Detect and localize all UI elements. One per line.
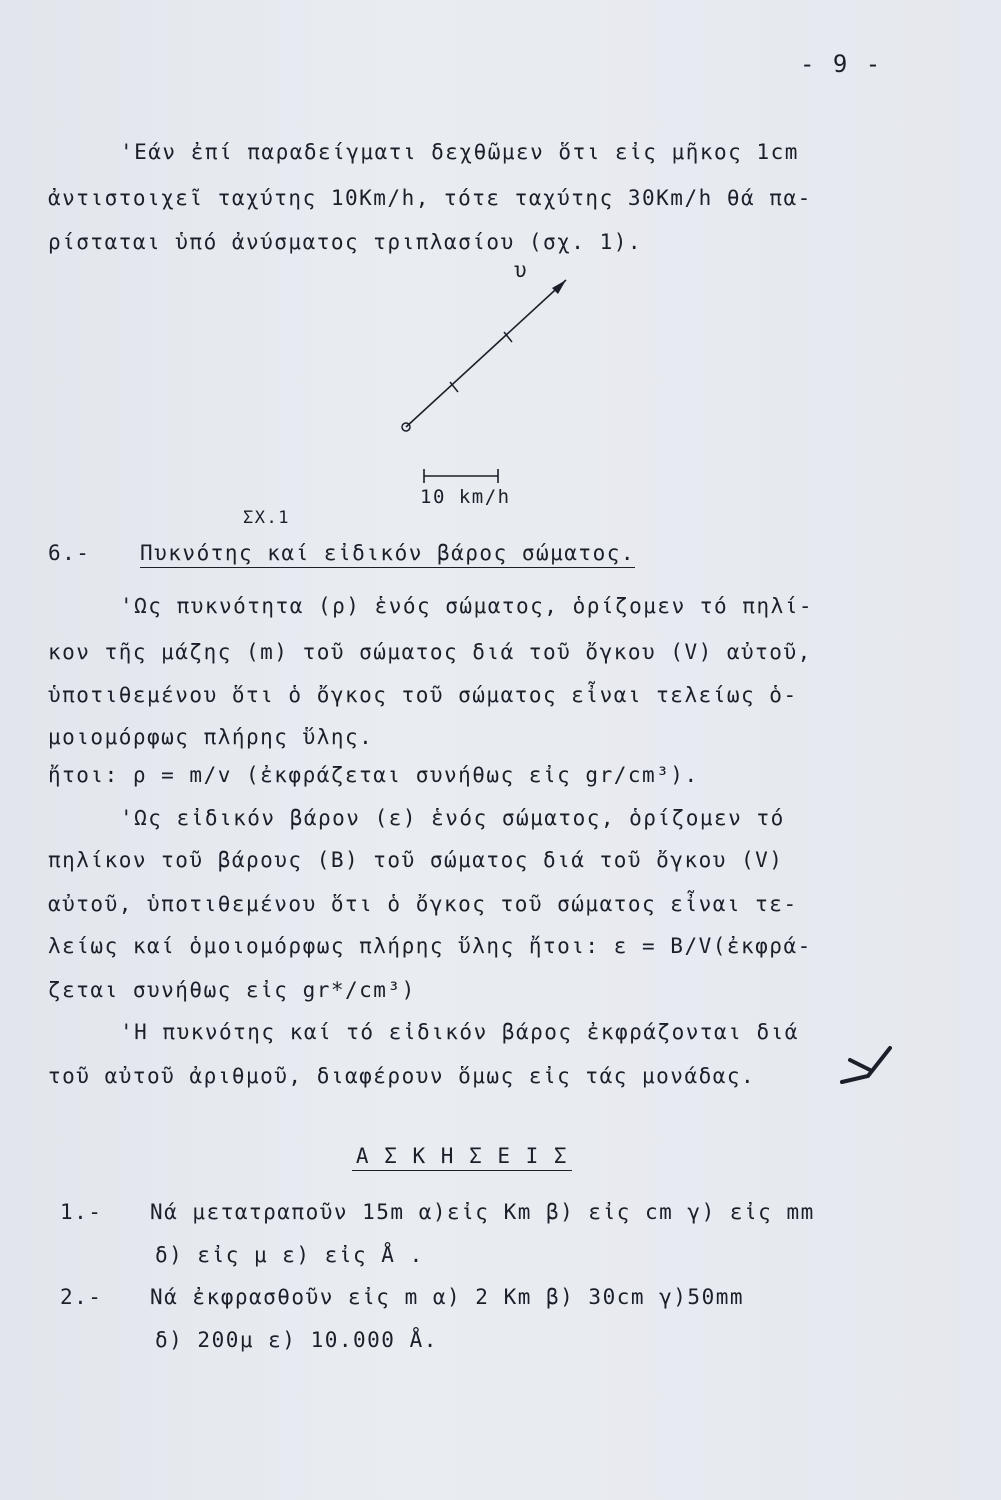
body-line-6: 'Ως εἰδικόν βάρον (ε) ἑνός σώματος, ὁρίζομεν τό — [120, 806, 785, 830]
body-line-12: τοῦ αὐτοῦ ἀριθμοῦ, διαφέρουν ὅμως εἰς τάς μονάδας. — [48, 1064, 756, 1088]
vector-label: υ — [514, 258, 529, 282]
scale-label: 10 km/h — [420, 486, 511, 508]
intro-line-3: ρίσταται ὑπό ἀνύσματος τριπλασίου (σχ. 1). — [48, 230, 643, 254]
intro-line-1: 'Εάν ἐπί παραδείγματι δεχθῶμεν ὅτι εἰς μῆκος 1cm — [120, 140, 799, 164]
body-line-10: ζεται συνήθως εἰς gr*/cm³) — [48, 978, 416, 1002]
body-line-7: πηλίκον τοῦ βάρους (B) τοῦ σώματος διά τοῦ ὄγκου (V) — [48, 848, 784, 872]
figure-caption: ΣΧ.1 — [243, 508, 290, 528]
exercise-1-line-2: δ) εἰς μ ε) εἰς Å . — [155, 1243, 424, 1267]
intro-line-2: ἀντιστοιχεῖ ταχύτης 10Km/h, τότε ταχύτης 30Km/h θά πα- — [48, 186, 812, 210]
exercise-2-line-1: Νά ἐκφρασθοῦν εἰς m α) 2 Km β) 30cm γ)50mm — [150, 1285, 745, 1309]
body-line-2: κον τῆς μάζης (m) τοῦ σώματος διά τοῦ ὄγκου (V) αὐτοῦ, — [48, 640, 812, 664]
exercise-2-number: 2.- — [60, 1285, 103, 1309]
body-formula-density: ἤτοι: ρ = m/v (ἐκφράζεται συνήθως εἰς gr/cm³). — [48, 763, 699, 787]
body-line-11: 'Η πυκνότης καί τό εἰδικόν βάρος ἐκφράζονται διά — [120, 1020, 799, 1044]
exercise-1-line-1: Νά μετατραποῦν 15m α)εἰς Km β) εἰς cm γ) εἰς mm — [150, 1200, 815, 1224]
body-line-9: λείως καί ὁμοιομόρφως πλήρης ὕλης ἤτοι: ε = B/V(ἐκφρά- — [48, 934, 812, 958]
exercise-2-line-2: δ) 200μ ε) 10.000 Å. — [155, 1328, 438, 1352]
body-line-3: ὑποτιθεμένου ὅτι ὁ ὄγκος τοῦ σώματος εἶναι τελείως ὁ- — [48, 683, 798, 707]
exercise-1-number: 1.- — [60, 1200, 103, 1224]
exercises-heading: Α Σ Κ Η Σ Ε Ι Σ — [352, 1144, 572, 1171]
section-title: Πυκνότης καί εἰδικόν βάρος σώματος. — [140, 541, 635, 568]
body-line-1: 'Ως πυκνότητα (ρ) ἑνός σώματος, ὁρίζομεν τό πηλί- — [120, 594, 814, 618]
body-line-8: αὐτοῦ, ὑποτιθεμένου ὅτι ὁ ὄγκος τοῦ σώματος εἶναι τε- — [48, 892, 798, 916]
page-number: - 9 - — [800, 50, 883, 78]
body-line-4: μοιομόρφως πλήρης ὕλης. — [48, 725, 374, 749]
section-number: 6.- — [48, 541, 91, 565]
